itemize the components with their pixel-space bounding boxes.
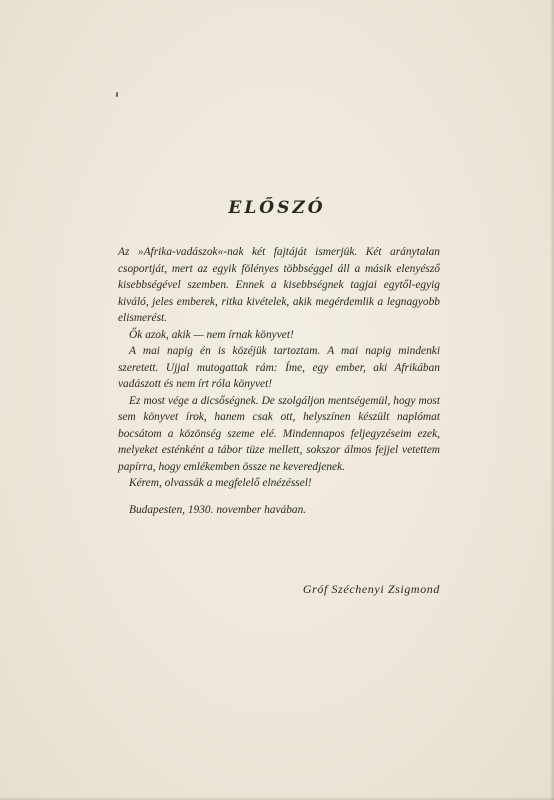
- ink-speck: [116, 92, 118, 97]
- paragraph-3: A mai napig én is közéjük tartoztam. A mai napig mindenki szeretett. Ujjal mutogattak rám: Íme, egy ember, aki Afrikában vadászott és nem írt róla könyvet!: [118, 345, 440, 390]
- paragraph-4: Ez most vége a dicsőségnek. De szolgáljon mentségemül, hogy most sem könyvet írok, hanem csak ott, helyszínen készült naplómat bocsátom a közönség szeme elé. Mindennapos feljegyzéseim ezek, melyeket esténként a tábor tüze mellett, sokszor álmos fejjel vetettem papírra, hogy emlékemben össze ne keveredjenek.: [118, 394, 440, 473]
- page-edge-shadow: [550, 0, 554, 800]
- signature: Gróf Széchenyi Zsigmond: [302, 582, 440, 596]
- paragraph-5: Kérem, olvassák a megfelelő elnézéssel!: [129, 477, 312, 489]
- paragraph-2: Ők azok, akik — nem írnak könyvet!: [129, 328, 294, 341]
- paragraph-1: Az »Afrika-vadászok«-nak két fajtáját ismerjük. Két aránytalan csoportját, mert az egyik fölényes többséggel áll a másik elenyésző kisebbségével szemben. Ennek a kisebbségnek tagjai egytől-egyig kiváló, jeles emberek, ritka kivételek, akik megérdemlik a legnagyobb elismerést.: [118, 246, 440, 324]
- preface-body: [118, 244, 440, 518]
- page-title: ELŐSZÓ: [228, 198, 326, 218]
- place-date: Budapesten, 1930. november havában.: [129, 503, 307, 516]
